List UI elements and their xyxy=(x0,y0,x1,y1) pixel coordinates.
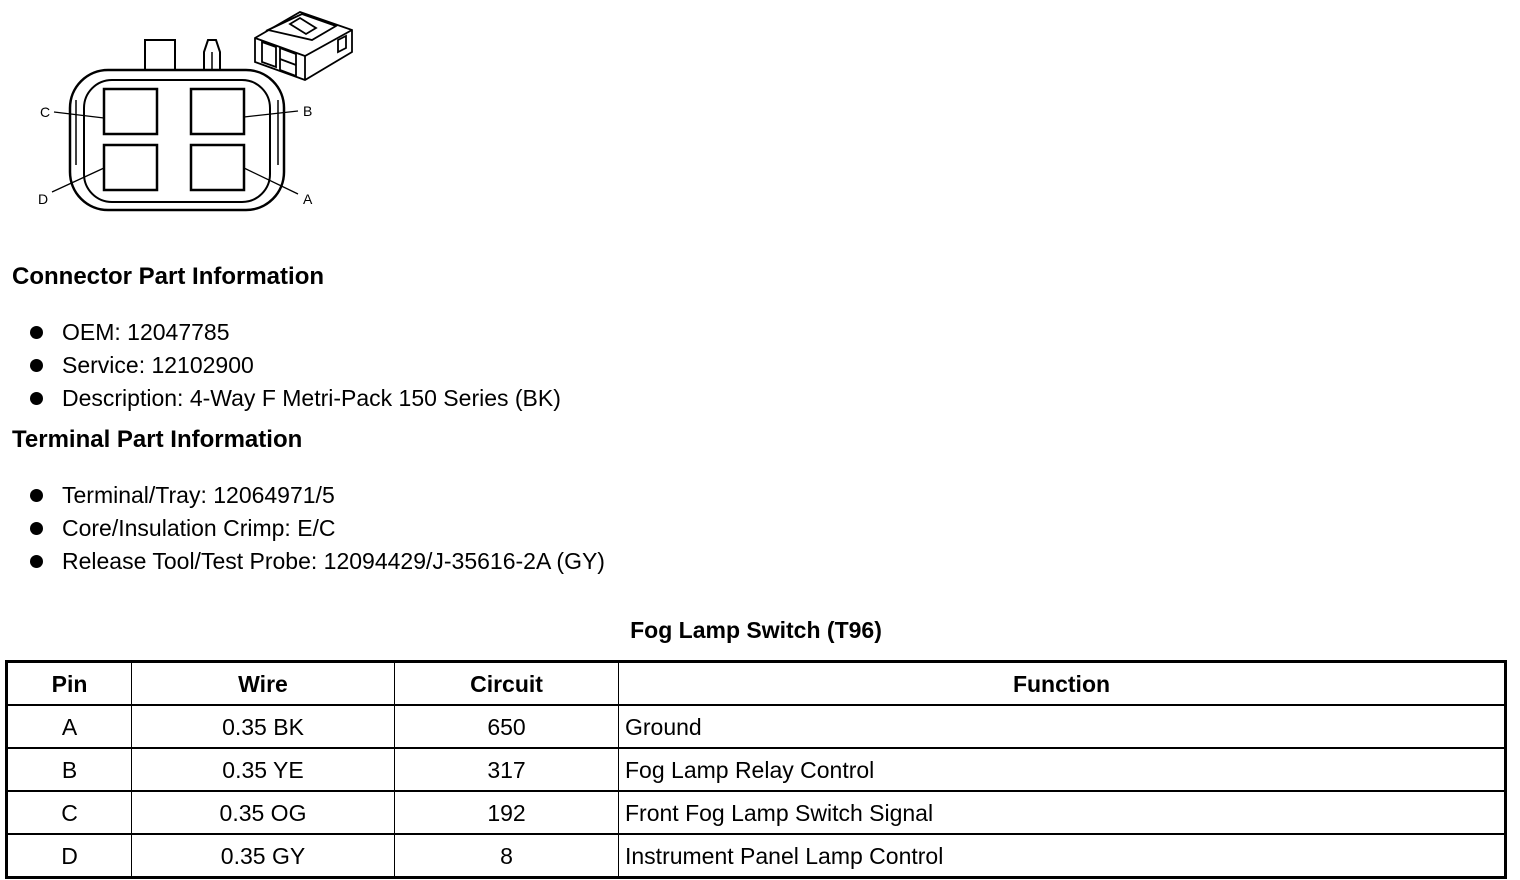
cell-pin: C xyxy=(7,791,132,834)
list-item: Description: 4-Way F Metri-Pack 150 Series (BK) xyxy=(30,382,561,415)
cell-pin: B xyxy=(7,748,132,791)
cell-function: Fog Lamp Relay Control xyxy=(619,748,1506,791)
column-header-wire: Wire xyxy=(132,662,395,706)
pinout-table xyxy=(5,660,1507,879)
table-title: Fog Lamp Switch (T96) xyxy=(630,617,882,643)
list-item: Release Tool/Test Probe: 12094429/J-35616-2A (GY) xyxy=(30,545,605,578)
cell-circuit: 650 xyxy=(395,705,619,748)
table-row xyxy=(7,834,1506,878)
list-item: Service: 12102900 xyxy=(30,349,561,382)
pin-label-b: B xyxy=(303,103,313,119)
column-header-pin: Pin xyxy=(7,662,132,706)
connector-housing xyxy=(70,70,284,210)
table-row xyxy=(7,705,1506,748)
list-item: Terminal/Tray: 12064971/5 xyxy=(30,479,605,512)
pin-label-c: C xyxy=(40,104,51,120)
terminal-part-info-list xyxy=(30,479,605,578)
cell-circuit: 8 xyxy=(395,834,619,878)
list-item: OEM: 12047785 xyxy=(30,316,561,349)
column-header-function: Function xyxy=(619,662,1506,706)
pin-label-a: A xyxy=(303,191,313,207)
list-item: Core/Insulation Crimp: E/C xyxy=(30,512,605,545)
connector-part-info-heading: Connector Part Information xyxy=(12,263,325,290)
connector-top-tab xyxy=(145,40,175,72)
cell-wire: 0.35 GY xyxy=(132,834,395,878)
cell-function: Ground xyxy=(619,705,1506,748)
cell-function: Front Fog Lamp Switch Signal xyxy=(619,791,1506,834)
cell-wire: 0.35 YE xyxy=(132,748,395,791)
cell-wire: 0.35 OG xyxy=(132,791,395,834)
connector-isometric-icon xyxy=(255,12,352,80)
table-row xyxy=(7,748,1506,791)
table-row xyxy=(7,791,1506,834)
cell-circuit: 317 xyxy=(395,748,619,791)
cell-pin: D xyxy=(7,834,132,878)
table-header-row xyxy=(7,662,1506,706)
column-header-circuit: Circuit xyxy=(395,662,619,706)
cell-pin: A xyxy=(7,705,132,748)
cell-wire: 0.35 BK xyxy=(132,705,395,748)
cell-function: Instrument Panel Lamp Control xyxy=(619,834,1506,878)
terminal-part-info-heading: Terminal Part Information xyxy=(12,426,303,453)
connector-part-info-list xyxy=(30,316,561,415)
cell-circuit: 192 xyxy=(395,791,619,834)
pin-label-d: D xyxy=(38,191,49,207)
connector-face-diagram xyxy=(0,0,380,220)
